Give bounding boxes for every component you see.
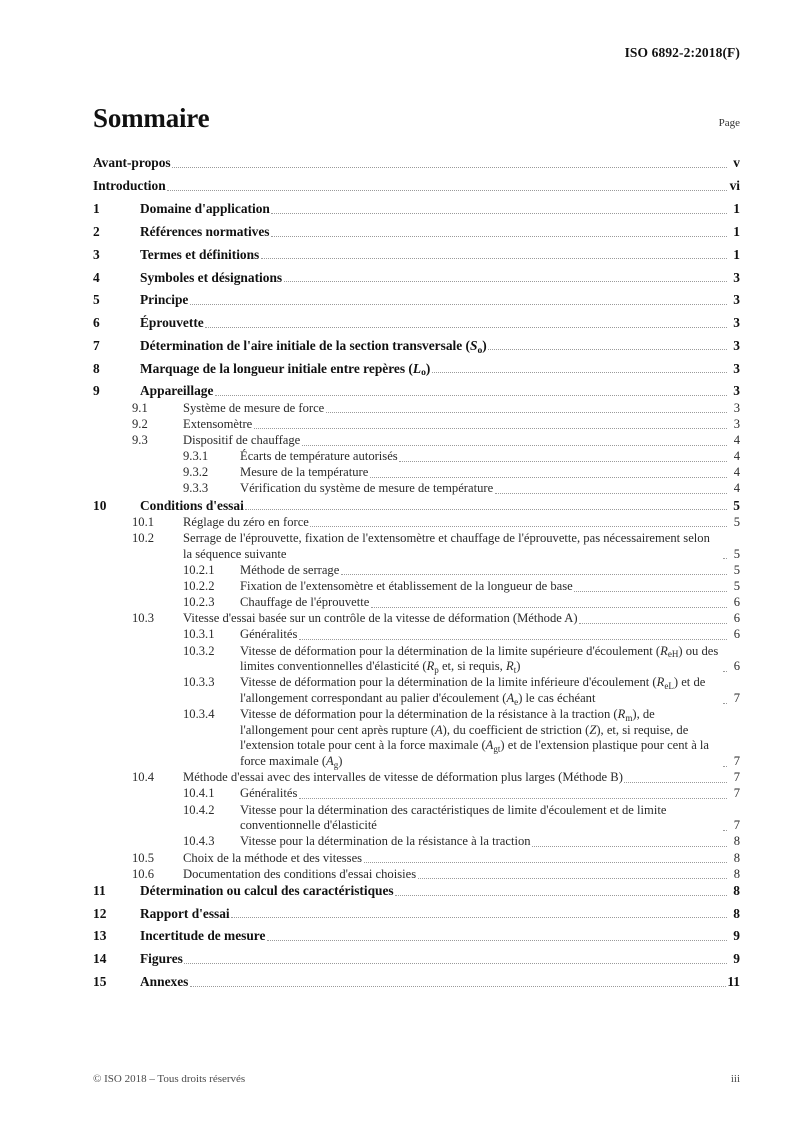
toc-entry-label: Serrage de l'éprouvette, fixation de l'extensomètre et chauffage de l'éprouvette, pas nécessairement selon la séquence suivante <box>183 530 710 561</box>
toc-entry-body <box>93 155 740 171</box>
toc-entry[interactable] <box>93 928 740 944</box>
toc-entry-label: Conditions d'essai <box>140 497 244 513</box>
toc-leader-dots <box>302 445 727 446</box>
toc-entry-label: Avant-propos <box>93 155 171 170</box>
toc-entry-page-number: 9 <box>733 951 740 967</box>
toc-entry-body <box>240 595 740 611</box>
toc-entry-label: Références normatives <box>140 223 270 239</box>
toc-entry-number: 12 <box>93 905 107 921</box>
toc-entry-body <box>140 906 740 922</box>
toc-entry[interactable] <box>93 449 740 465</box>
toc-entry[interactable] <box>93 974 740 990</box>
toc-entry[interactable] <box>93 481 740 497</box>
toc-entry[interactable] <box>93 786 740 802</box>
toc-entry-page-number: 3 <box>733 315 740 331</box>
toc-entry-label: Vérification du système de mesure de température <box>240 481 494 496</box>
toc-entry-body <box>240 465 740 481</box>
toc-entry[interactable] <box>93 178 740 194</box>
toc-entry-body <box>240 449 740 465</box>
copyright-notice: © ISO 2018 – Tous droits réservés <box>93 1073 246 1085</box>
toc-entry-number: 14 <box>93 951 107 967</box>
document-reference-header: ISO 6892-2:2018(F) <box>624 45 740 60</box>
toc-entry-number: 9.2 <box>132 416 148 431</box>
toc-entry-number: 2 <box>93 223 100 239</box>
toc-entry-label: Éprouvette <box>140 315 204 331</box>
toc-entry-number: 3 <box>93 246 100 262</box>
toc-entry[interactable] <box>93 270 740 286</box>
toc-leader-dots <box>215 395 727 396</box>
toc-leader-dots <box>254 428 727 429</box>
toc-entry-body <box>140 498 740 514</box>
toc-entry-page-number: 6 <box>733 611 740 626</box>
toc-entry[interactable] <box>93 292 740 308</box>
toc-leader-dots <box>364 862 727 863</box>
toc-entry-label: Vitesse pour la détermination des caractéristiques de limite d'écoulement et de limite conventionnelle d'élasticité <box>240 802 667 833</box>
toc-entry-body <box>240 803 740 834</box>
toc-entry-page-number: 8 <box>733 905 740 921</box>
toc-entry-number: 9 <box>93 383 100 399</box>
toc-entry[interactable] <box>93 675 740 706</box>
toc-entry-body <box>140 201 740 217</box>
toc-entry-label: Vitesse d'essai basée sur un contrôle de la vitesse de déformation (Méthode A) <box>183 611 578 626</box>
toc-entry[interactable] <box>93 867 740 883</box>
toc-entry[interactable] <box>93 627 740 643</box>
toc-leader-dots <box>624 782 726 783</box>
toc-leader-dots <box>284 281 727 282</box>
toc-leader-dots <box>723 558 727 559</box>
toc-entry-number: 5 <box>93 292 100 308</box>
toc-entry-body <box>240 481 740 497</box>
toc-entry-label: Domaine d'application <box>140 201 270 217</box>
toc-entry-label: Termes et définitions <box>140 246 260 262</box>
toc-entry[interactable] <box>93 803 740 834</box>
page-title: Sommaire <box>93 103 210 133</box>
toc-leader-dots <box>723 703 727 704</box>
toc-entry-number: 9.3.1 <box>183 449 209 464</box>
toc-leader-dots <box>190 986 726 987</box>
toc-entry-page-number: 7 <box>733 754 740 768</box>
toc-leader-dots <box>371 607 727 608</box>
toc-leader-dots <box>267 940 727 941</box>
toc-entry[interactable] <box>93 247 740 263</box>
toc-entry-page-number: 4 <box>733 465 740 480</box>
toc-entry[interactable] <box>93 851 740 867</box>
toc-entry-page-number: 8 <box>733 850 740 865</box>
toc-entry-label: Figures <box>140 951 183 967</box>
toc-entry-label: Incertitude de mesure <box>140 928 266 944</box>
toc-entry-label: Introduction <box>93 178 166 194</box>
toc-entry-label: Méthode d'essai avec des intervalles de vitesse de déformation plus larges (Méthode B) <box>183 770 623 785</box>
toc-leader-dots <box>395 895 726 896</box>
toc-entry-number: 1 <box>93 201 100 217</box>
toc-entry-page-number: 5 <box>733 578 740 593</box>
toc-entry-page-number: 6 <box>733 659 740 674</box>
toc-entry-number: 10.2 <box>132 530 155 545</box>
toc-entry-number: 10.3.3 <box>183 675 215 690</box>
toc-entry-body <box>183 401 740 417</box>
toc-entry-page-number: 11 <box>727 974 740 990</box>
toc-entry-body <box>183 851 740 867</box>
toc-entry-label: Marquage de la longueur initiale entre repères $(L_o)$ <box>140 360 431 379</box>
toc-entry-page-number: v <box>733 155 740 170</box>
toc-leader-dots <box>299 798 727 799</box>
toc-entry-number: 11 <box>93 882 106 898</box>
toc-entry-label: Appareillage <box>140 383 214 399</box>
toc-entry[interactable] <box>93 155 740 171</box>
page-column-label: Page <box>718 117 740 129</box>
toc-entry-page-number: 7 <box>733 786 740 801</box>
toc-entry[interactable] <box>93 224 740 240</box>
toc-entry-number: 9.3.3 <box>183 481 209 496</box>
toc-entry-number: 4 <box>93 269 100 285</box>
toc-entry-page-number: 6 <box>733 627 740 642</box>
toc-entry-number: 10.4 <box>132 770 155 785</box>
toc-entry[interactable] <box>93 361 740 377</box>
toc-entry-body <box>183 417 740 433</box>
toc-entry[interactable] <box>93 498 740 514</box>
toc-entry-body <box>240 644 740 675</box>
toc-leader-dots <box>184 963 726 964</box>
toc-entry[interactable] <box>93 338 740 354</box>
toc-entry-body <box>140 292 740 308</box>
toc-entry-label: Fixation de l'extensomètre et établissement de la longueur de base <box>240 578 573 593</box>
toc-entry[interactable] <box>93 531 740 562</box>
toc-entry-body <box>183 433 740 449</box>
toc-entry-body <box>240 786 740 802</box>
toc-entry[interactable] <box>93 644 740 675</box>
toc-entry-label: Documentation des conditions d'essai choisies <box>183 866 417 881</box>
toc-leader-dots <box>370 477 727 478</box>
toc-entry[interactable] <box>93 707 740 769</box>
toc-entry[interactable] <box>93 563 740 579</box>
toc-entry-body <box>140 361 740 377</box>
toc-leader-dots <box>261 258 727 259</box>
toc-entry-body <box>140 928 740 944</box>
toc-entry-label: Généralités <box>240 627 298 642</box>
toc-entry-body <box>183 867 740 883</box>
toc-entry-number: 7 <box>93 337 100 353</box>
toc-entry-page-number: 7 <box>733 691 740 706</box>
page-folio: iii <box>730 1073 740 1085</box>
toc-entry-page-number: 5 <box>733 562 740 577</box>
toc-entry-page-number: 8 <box>733 882 740 898</box>
toc-entry[interactable] <box>93 383 740 399</box>
toc-entry-label: Rapport d'essai <box>140 905 230 921</box>
toc-leader-dots <box>299 639 727 640</box>
toc-leader-dots <box>190 304 727 305</box>
toc-entry-number: 8 <box>93 360 100 376</box>
toc-entry-label: Méthode de serrage <box>240 562 340 577</box>
toc-entry-page-number: 1 <box>733 201 740 217</box>
toc-entry-body <box>140 247 740 263</box>
toc-entry-number: 10.2.1 <box>183 562 215 577</box>
toc-entry-body <box>183 531 740 562</box>
toc-leader-dots <box>723 830 727 831</box>
toc-entry-body <box>140 224 740 240</box>
toc-entry-body <box>183 515 740 531</box>
table-of-contents <box>93 155 740 997</box>
toc-entry-page-number: vi <box>729 178 740 194</box>
toc-entry-number: 9.1 <box>132 400 148 415</box>
toc-entry[interactable] <box>93 595 740 611</box>
toc-entry-number: 15 <box>93 974 107 990</box>
toc-entry[interactable] <box>93 515 740 531</box>
toc-entry-page-number: 1 <box>733 246 740 262</box>
toc-entry-number: 10.4.1 <box>183 786 215 801</box>
toc-entry-number: 10.3 <box>132 611 155 626</box>
toc-entry-label: Extensomètre <box>183 416 253 431</box>
toc-entry-number: 10.3.4 <box>183 707 215 722</box>
toc-entry[interactable] <box>93 770 740 786</box>
toc-entry-label: Écarts de température autorisés <box>240 449 398 464</box>
toc-entry-body <box>240 675 740 706</box>
toc-leader-dots <box>205 327 726 328</box>
toc-entry-label: Choix de la méthode et des vitesses <box>183 850 363 865</box>
toc-entry-label: Annexes <box>140 974 189 990</box>
toc-leader-dots <box>231 917 726 918</box>
toc-entry-body <box>93 178 740 194</box>
toc-entry-number: 6 <box>93 315 100 331</box>
toc-entry-page-number: 5 <box>733 497 740 513</box>
toc-entry-page-number: 4 <box>733 481 740 496</box>
toc-entry-body <box>183 770 740 786</box>
toc-entry-page-number: 3 <box>733 337 740 353</box>
toc-entry-number: 9.3.2 <box>183 465 209 480</box>
toc-leader-dots <box>326 412 727 413</box>
toc-entry-number: 10.5 <box>132 850 155 865</box>
toc-leader-dots <box>418 878 727 879</box>
toc-entry-number: 9.3 <box>132 432 148 447</box>
toc-entry-label: Vitesse pour la détermination de la résistance à la traction <box>240 834 531 849</box>
toc-entry-label: Mesure de la température <box>240 465 369 480</box>
toc-entry[interactable] <box>93 883 740 899</box>
toc-entry-number: 10.2.2 <box>183 578 215 593</box>
toc-leader-dots <box>167 190 726 191</box>
toc-entry-body <box>183 611 740 627</box>
toc-entry-page-number: 4 <box>733 432 740 447</box>
toc-entry-page-number: 5 <box>733 546 740 561</box>
toc-entry-label: Détermination de l'aire initiale de la section transversale $(S_o)$ <box>140 337 487 356</box>
toc-entry-body <box>240 579 740 595</box>
toc-entry[interactable] <box>93 834 740 850</box>
toc-entry[interactable] <box>93 417 740 433</box>
toc-leader-dots <box>310 526 726 527</box>
toc-entry-page-number: 8 <box>733 866 740 881</box>
toc-leader-dots <box>172 167 726 168</box>
toc-entry-body <box>240 627 740 643</box>
toc-entry-page-number: 1 <box>733 223 740 239</box>
toc-entry-body <box>140 883 740 899</box>
toc-entry-page-number: 3 <box>733 360 740 376</box>
page-footer <box>93 1073 740 1085</box>
toc-entry[interactable] <box>93 315 740 331</box>
toc-entry-body <box>140 315 740 331</box>
toc-entry-page-number: 4 <box>733 449 740 464</box>
toc-leader-dots <box>488 349 726 350</box>
toc-entry-body <box>240 707 740 769</box>
toc-leader-dots <box>532 846 726 847</box>
toc-leader-dots <box>574 591 726 592</box>
toc-leader-dots <box>399 461 726 462</box>
toc-entry-body <box>140 974 740 990</box>
toc-entry-page-number: 3 <box>733 383 740 399</box>
toc-entry-page-number: 8 <box>733 834 740 849</box>
toc-entry-number: 10.3.1 <box>183 627 215 642</box>
toc-entry-number: 10.6 <box>132 866 155 881</box>
toc-entry-number: 10.1 <box>132 514 155 529</box>
toc-entry-label: Détermination ou calcul des caractéristiques <box>140 882 394 898</box>
toc-leader-dots <box>432 372 727 373</box>
toc-entry-page-number: 7 <box>733 818 740 833</box>
toc-leader-dots <box>271 213 726 214</box>
toc-entry-page-number: 6 <box>733 595 740 610</box>
toc-entry-page-number: 5 <box>733 514 740 529</box>
toc-entry[interactable] <box>93 433 740 449</box>
toc-entry-body <box>140 383 740 399</box>
toc-entry-number: 10 <box>93 497 107 513</box>
toc-entry[interactable] <box>93 465 740 481</box>
toc-entry-body <box>140 270 740 286</box>
toc-leader-dots <box>723 766 727 767</box>
toc-entry-number: 10.3.2 <box>183 643 215 658</box>
toc-entry-number: 10.4.2 <box>183 802 215 817</box>
toc-entry[interactable] <box>93 611 740 627</box>
toc-leader-dots <box>245 509 726 510</box>
toc-entry-body <box>240 563 740 579</box>
toc-entry-number: 13 <box>93 928 107 944</box>
toc-entry-page-number: 3 <box>733 400 740 415</box>
toc-entry-body <box>140 951 740 967</box>
toc-leader-dots <box>495 493 727 494</box>
toc-entry-page-number: 3 <box>733 269 740 285</box>
toc-entry-number: 10.2.3 <box>183 595 215 610</box>
toc-entry-label: Vitesse de déformation pour la détermination de la limite inférieure d'écoulement $(R_{eL})$ et de l'allongement correspondant au palier d'écoulement $(A_e)$ le cas échéant <box>240 675 706 707</box>
toc-leader-dots <box>341 574 727 575</box>
toc-entry-label: Symboles et désignations <box>140 269 283 285</box>
toc-leader-dots <box>723 671 727 672</box>
toc-entry[interactable] <box>93 951 740 967</box>
toc-entry-label: Dispositif de chauffage <box>183 432 301 447</box>
toc-entry-page-number: 3 <box>733 292 740 308</box>
title-row <box>93 105 740 132</box>
toc-entry[interactable] <box>93 579 740 595</box>
toc-leader-dots <box>271 236 726 237</box>
toc-entry-page-number: 7 <box>733 770 740 785</box>
toc-leader-dots <box>579 623 726 624</box>
toc-entry-page-number: 3 <box>733 416 740 431</box>
toc-entry-label: Réglage du zéro en force <box>183 514 309 529</box>
toc-entry-label: Principe <box>140 292 189 308</box>
toc-entry-label: Vitesse de déformation pour la détermination de la limite supérieure d'écoulement $(R_{eH})$ ou des limites conventionnelles d'élasticité ($R_p$ et, si requis, $R_t$) <box>240 643 719 675</box>
toc-entry-body <box>240 834 740 850</box>
toc-entry[interactable] <box>93 201 740 217</box>
toc-entry[interactable] <box>93 401 740 417</box>
toc-entry-label: Chauffage de l'éprouvette <box>240 595 370 610</box>
toc-entry-body <box>140 338 740 354</box>
toc-entry[interactable] <box>93 906 740 922</box>
toc-entry-number: 10.4.3 <box>183 834 215 849</box>
toc-entry-label: Système de mesure de force <box>183 400 325 415</box>
toc-entry-label: Généralités <box>240 786 298 801</box>
toc-entry-label: Vitesse de déformation pour la détermination de la résistance à la traction $(R_m)$, de l'allongement pour cent après rupture (A), du coefficient de striction (Z), et, si requise, de l'extension totale pour cent à la force maximale $(A_{gt})$ et de l'extension plastique pour cent à la force maximale $(A_g)$ <box>240 707 710 770</box>
toc-entry-page-number: 9 <box>733 928 740 944</box>
